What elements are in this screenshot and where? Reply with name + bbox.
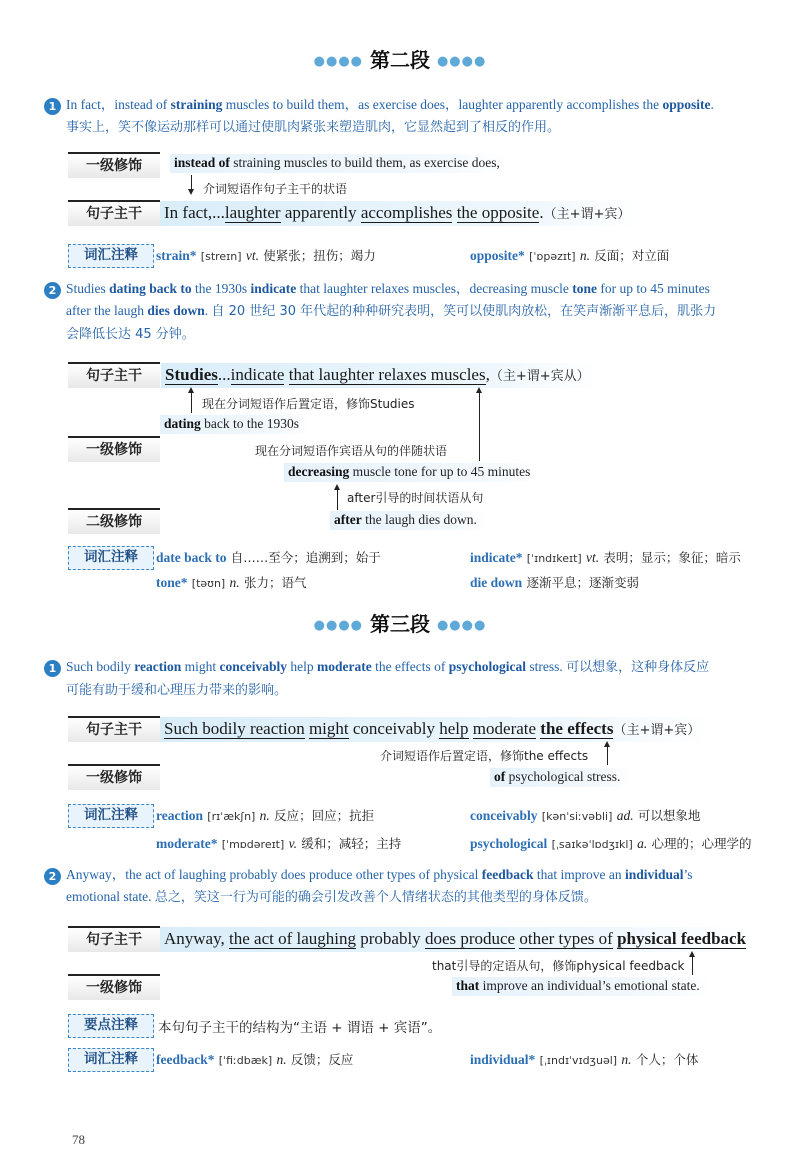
text-line [66, 679, 778, 702]
arrow-line [191, 175, 192, 189]
trunk-component: help [439, 719, 469, 738]
modifier-note: 介词短语作句子主干的状语 [203, 182, 348, 196]
label-vocabulary: 词汇注释 [68, 1048, 154, 1072]
keyword: reaction [134, 659, 182, 674]
vocab-pos: n. [621, 1052, 632, 1067]
arrow-line [191, 393, 192, 413]
keyword: straining [170, 97, 223, 112]
dots-decoration: ●●●● [313, 54, 364, 69]
sentence-number: 1 [44, 98, 61, 115]
vocab-word: reaction [156, 808, 203, 823]
sentence-text [66, 94, 778, 139]
label-sentence-trunk: 句子主干 [68, 362, 160, 388]
vocab-pos: vt. [585, 550, 600, 565]
modifier-note: that引导的定语从句，修饰physical feedback [432, 959, 685, 973]
second-modifier-text: after the laugh dies down. [330, 511, 487, 530]
vocab-word: psychological [470, 836, 548, 851]
text-line [66, 116, 778, 139]
chinese-translation: 自 20 世纪 30 年代起的种种研究表明，笑可以使肌肉放松，在笑声渐渐平息后，肌张力 [211, 304, 717, 319]
chinese-translation: 可以想象，这种身体反应 [566, 660, 710, 675]
vocab-word: feedback* [156, 1052, 215, 1067]
label-first-modifier: 一级修饰 [68, 436, 160, 462]
vocab-entry [470, 834, 752, 852]
vocab-word: individual* [470, 1052, 536, 1067]
vocab-meaning: 张力；语气 [243, 575, 307, 590]
vocab-meaning: 反应；回应；抗拒 [274, 808, 375, 823]
vocab-word: date back to [156, 550, 227, 565]
vocab-word: tone* [156, 575, 188, 590]
keyword: feedback [481, 867, 534, 882]
structure-note: （主+谓+宾从） [489, 369, 590, 384]
vocab-word: moderate* [156, 836, 218, 851]
modifier-note: 现在分词短语作后置定语，修饰Studies [202, 397, 415, 411]
section-title-2 [0, 44, 800, 73]
sentence-trunk-text: Anyway, the act of laughing probably does produce other types of physical feedback [160, 927, 754, 952]
sentence-trunk-text: Such bodily reaction might conceivably help moderate the effects（主+谓+宾） [160, 717, 708, 742]
vocab-entry [470, 246, 669, 264]
trunk-component: moderate [472, 719, 537, 738]
vocab-phonetic: [ˈɒpəzɪt] [529, 250, 576, 263]
keyword: opposite [662, 97, 711, 112]
vocab-entry [470, 1050, 698, 1068]
vocab-meaning: 使紧张；扭伤；竭力 [263, 248, 376, 263]
sentence-number: 1 [44, 660, 61, 677]
vocab-meaning: 个人；个体 [635, 1052, 699, 1067]
sentence-text [66, 656, 778, 702]
vocab-meaning: 反面；对立面 [594, 248, 670, 263]
vocab-meaning: 反馈；反应 [290, 1052, 354, 1067]
vocab-word: die down [470, 575, 523, 590]
vocab-phonetic: [təʊn] [191, 577, 226, 590]
vocab-entry [156, 548, 381, 566]
arrow-line [337, 490, 338, 510]
text-line: In fact，instead of straining muscles to build them，as exercise does，laughter apparently accomplishes the opposite. [66, 97, 714, 112]
label-sentence-trunk: 句子主干 [68, 200, 160, 226]
label-sentence-trunk: 句子主干 [68, 716, 160, 742]
vocab-meaning: 可以想象地 [637, 808, 701, 823]
keyword: moderate [317, 659, 372, 674]
vocab-word: conceivably [470, 808, 538, 823]
vocab-entry [156, 573, 306, 591]
keyword: tone [572, 281, 597, 296]
dots-decoration: ●●●● [313, 618, 364, 633]
label-sentence-trunk: 句子主干 [68, 926, 160, 952]
arrow-down-icon [188, 189, 194, 195]
sentence-trunk-text: Studies...indicate that laughter relaxes muscles,（主+谓+宾从） [161, 363, 598, 388]
section-title-text: 第三段 [370, 612, 430, 636]
keyword: dies down [147, 303, 205, 318]
sentence-text [66, 864, 778, 909]
label-key-points: 要点注释 [68, 1014, 154, 1038]
trunk-component: does produce [424, 929, 516, 948]
trunk-component: Such bodily reaction [164, 719, 305, 738]
trunk-component: that laughter relaxes muscles [288, 365, 486, 384]
modifier-note: 现在分词短语作宾语从句的伴随状语 [255, 444, 448, 458]
vocab-entry [156, 246, 376, 264]
vocab-entry [470, 548, 741, 566]
vocab-phonetic: [ˈmɒdəreɪt] [221, 838, 285, 851]
keyword: conceivably [219, 659, 288, 674]
chinese-translation: 会降低长达 45 分钟。 [66, 327, 195, 342]
vocab-entry [470, 573, 639, 591]
label-first-modifier: 一级修饰 [68, 152, 160, 178]
vocab-entry [470, 806, 700, 824]
sentence-number: 2 [44, 282, 61, 299]
trunk-component: the effects [540, 719, 614, 738]
trunk-component: indicate [230, 365, 285, 384]
trunk-component: might [308, 719, 349, 738]
dots-decoration: ●●●● [436, 54, 487, 69]
trunk-component: the opposite [456, 203, 540, 222]
trunk-component: physical feedback [617, 929, 747, 948]
first-modifier-text: decreasing muscle tone for up to 45 minutes [284, 463, 540, 482]
page-number: 78 [72, 1132, 85, 1147]
vocab-word: indicate* [470, 550, 523, 565]
key-point-text: 本句句子主干的结构为“主语 + 谓语 + 宾语”。 [158, 1020, 442, 1036]
keyword: of [494, 769, 506, 784]
text-line: emotional state. 总之，笑这一行为可能的确会引发改善个人情绪状态的其他类型的身体反馈。 [66, 889, 597, 905]
modifier-note: 介词短语作后置定语，修饰the effects [380, 749, 589, 763]
sentence-trunk-text: In fact,...laughter apparently accomplishes the opposite.（主+谓+宾） [160, 201, 638, 226]
vocab-pos: v. [288, 836, 297, 851]
dots-decoration: ●●●● [436, 618, 487, 633]
text-line: Studies dating back to the 1930s indicate that laughter relaxes muscles，decreasing muscle tone for up to 45 minutes [66, 281, 710, 296]
keyword: indicate [250, 281, 297, 296]
vocab-entry [156, 1050, 353, 1068]
vocab-phonetic: [ˌsaɪkəˈlɒdʒɪkl] [551, 838, 633, 851]
label-vocabulary: 词汇注释 [68, 546, 154, 570]
keyword: dating back to [109, 281, 192, 296]
vocab-phonetic: [rɪˈækʃn] [207, 810, 256, 823]
label-first-modifier: 一级修饰 [68, 974, 160, 1000]
vocab-meaning: 逐渐平息；逐渐变弱 [526, 575, 639, 590]
keyword: decreasing [288, 464, 350, 479]
section-title-3 [0, 608, 800, 637]
label-vocabulary: 词汇注释 [68, 244, 154, 268]
text-line: Anyway，the act of laughing probably does produce other types of physical feedback that improve an individual’s [66, 867, 693, 882]
section-title-text: 第二段 [370, 48, 430, 72]
vocab-entry [156, 834, 401, 852]
vocab-meaning: 自……至今；追溯到；始于 [230, 550, 381, 565]
trunk-component: the act of laughing [229, 929, 356, 948]
text-line: Such bodily reaction might conceivably help moderate the effects of psychological stress. 可以想象，这种身体反应 [66, 659, 710, 675]
vocab-word: strain* [156, 248, 197, 263]
chinese-translation: 可能有助于缓和心理压力带来的影响。 [66, 683, 288, 698]
vocab-phonetic: [kənˈsiːvəbli] [541, 810, 613, 823]
trunk-component: other types of [519, 929, 613, 948]
arrow-line [607, 747, 608, 765]
vocab-entry [156, 806, 374, 824]
structure-note: （主+谓+宾） [543, 207, 631, 222]
vocab-phonetic: [ˈɪndɪkeɪt] [526, 552, 582, 565]
keyword: individual [625, 867, 684, 882]
vocab-phonetic: [ˈfiːdbæk] [218, 1054, 273, 1067]
chinese-translation: 总之，笑这一行为可能的确会引发改善个人情绪状态的其他类型的身体反馈。 [154, 890, 597, 905]
label-first-modifier: 一级修饰 [68, 764, 160, 790]
chinese-translation: 事实上，笑不像运动那样可以通过使肌肉紧张来塑造肌肉，它显然起到了相反的作用。 [66, 120, 561, 135]
vocab-pos: a. [637, 836, 648, 851]
vocab-meaning: 心理的；心理学的 [651, 836, 752, 851]
first-modifier-text: dating back to the 1930s [160, 415, 309, 434]
first-modifier-text: of psychological stress. [490, 768, 630, 787]
sentence-number: 2 [44, 868, 61, 885]
first-modifier-text: that improve an individual’s emotional state. [452, 977, 710, 996]
keyword: psychological [448, 659, 526, 674]
vocab-meaning: 缓和；减轻；主持 [301, 836, 402, 851]
vocab-pos: n. [259, 808, 270, 823]
trunk-component: accomplishes [360, 203, 453, 222]
label-second-modifier: 二级修饰 [68, 508, 160, 534]
keyword: dating [164, 416, 201, 431]
vocab-phonetic: [streɪn] [200, 250, 242, 263]
modifier-note: after引导的时间状语从句 [347, 491, 484, 505]
structure-note: （主+谓+宾） [613, 723, 701, 738]
vocab-phonetic: [ˌɪndɪˈvɪdʒuəl] [539, 1054, 618, 1067]
text-line: after the laugh dies down. 自 20 世纪 30 年代起的种种研究表明，笑可以使肌肉放松，在笑声渐渐平息后，肌张力 [66, 303, 717, 319]
keyword: instead of [174, 155, 230, 170]
vocab-pos: ad. [616, 808, 634, 823]
arrow-line [692, 957, 693, 975]
text-line [66, 323, 778, 346]
first-modifier-text: instead of straining muscles to build them, as exercise does, [170, 154, 510, 173]
trunk-component: Studies [165, 365, 218, 384]
label-vocabulary: 词汇注释 [68, 804, 154, 828]
trunk-component: laughter [224, 203, 281, 222]
sentence-text [66, 278, 778, 346]
vocab-pos: vt. [245, 248, 259, 263]
vocab-meaning: 表明；显示；象征；暗示 [603, 550, 741, 565]
vocab-pos: n. [579, 248, 590, 263]
arrow-line [479, 393, 480, 461]
vocab-pos: n. [276, 1052, 287, 1067]
vocab-pos: n. [229, 575, 240, 590]
keyword: after [334, 512, 362, 527]
keyword: that [456, 978, 480, 993]
vocab-word: opposite* [470, 248, 525, 263]
